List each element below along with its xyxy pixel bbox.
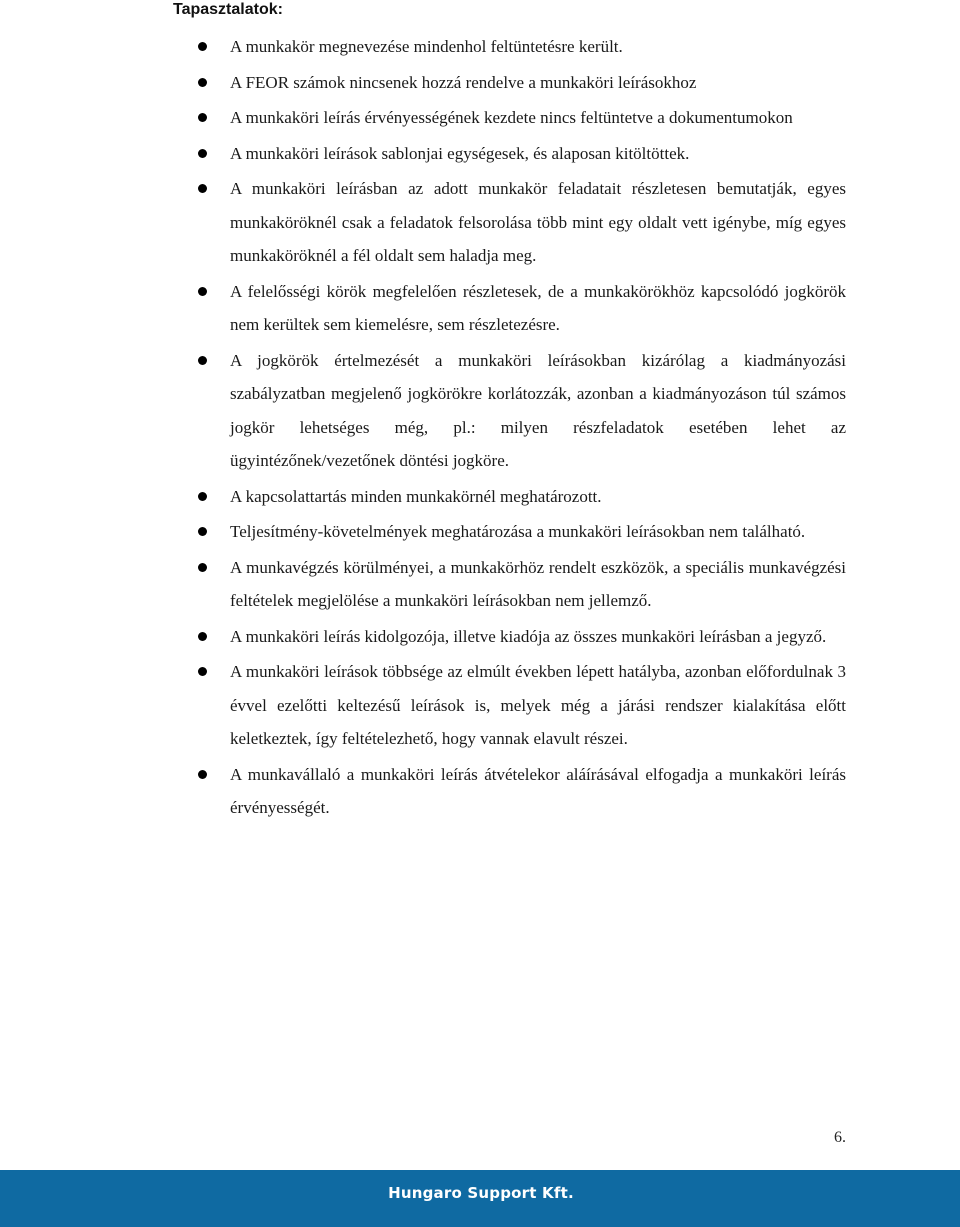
list-item — [0, 758, 846, 825]
list-item-text: A munkaköri leírás érvényességének kezdete nincs feltüntetve a dokumentumokon — [230, 108, 793, 127]
list-item — [0, 275, 846, 342]
list-item — [0, 101, 846, 135]
list-item — [0, 137, 846, 171]
bullet-icon — [198, 78, 207, 87]
bullet-icon — [198, 42, 207, 51]
section-heading: Tapasztalatok: — [173, 1, 283, 18]
footer-brand — [0, 1170, 960, 1216]
bullet-icon — [198, 287, 207, 296]
bullet-icon — [198, 563, 207, 572]
bullet-icon — [198, 667, 207, 676]
bullet-icon — [198, 184, 207, 193]
list-item — [0, 620, 846, 654]
list-item-text: A munkaköri leírás kidolgozója, illetve kiadója az összes munkaköri leírásban a jegyző. — [230, 626, 827, 646]
list-item-text: A FEOR számok nincsenek hozzá rendelve a munkaköri leírásokhoz — [230, 72, 697, 92]
bullet-icon — [198, 527, 207, 536]
bullet-icon — [198, 149, 207, 158]
list-item — [0, 480, 846, 514]
list-item — [0, 30, 846, 64]
list-item — [0, 172, 846, 273]
list-item — [0, 66, 846, 100]
bullet-icon — [198, 632, 207, 641]
list-item — [0, 515, 846, 549]
list-item-text: A munkaköri leírásban az adott munkakör feladatait részletesen bemutatják, egyes munkaköröknél csak a feladatok felsorolása több mint egy oldalt vett igénybe, míg egyes munkaköröknél a fél oldalt sem haladja meg. — [230, 179, 846, 265]
list-item-text: A munkavégzés körülményei, a munkakörhöz rendelt eszközök, a speciális munkavégzési feltételek megjelölése a munkaköri leírásokban nem jellemző. — [230, 557, 846, 610]
list-item-text: A munkavállaló a munkaköri leírás átvételekor aláírásával elfogadja a munkaköri leírás érvényességét. — [230, 764, 846, 817]
list-item-text: A munkakör megnevezése mindenhol feltüntetésre került. — [230, 37, 623, 56]
list-item — [0, 655, 846, 756]
list-item-text: A munkaköri leírások sablonjai egységesek, és alaposan kitöltöttek. — [230, 143, 690, 163]
list-item-text: A kapcsolattartás minden munkakörnél meghatározott. — [230, 486, 602, 506]
bullet-icon — [198, 113, 207, 122]
list-item — [0, 344, 846, 478]
list-item-text: A felelősségi körök megfelelően részletesek, de a munkakörökhöz kapcsolódó jogkörök nem kerültek sem kiemelésre, sem részletezésre. — [230, 281, 846, 334]
list-item-text: Teljesítmény-követelmények meghatározása a munkaköri leírásokban nem található. — [230, 522, 806, 541]
footer-brand-text: Hungaro Support Kft. — [388, 1184, 574, 1202]
page-number: 6. — [834, 1129, 846, 1146]
list-item — [0, 551, 846, 618]
bullet-icon — [198, 356, 207, 365]
findings-list — [0, 30, 960, 825]
list-item-text: A jogkörök értelmezését a munkaköri leírásokban kizárólag a kiadmányozási szabályzatban megjelenő jogkörökre korlátozzák, azonban a kiadmányozáson túl számos jogkör lehetséges még, pl.: milyen részfeladatok esetében lehet az ügyintézőnek/vezetőnek döntési jogköre. — [230, 350, 846, 470]
bullet-icon — [198, 770, 207, 779]
list-item-text: A munkaköri leírások többsége az elmúlt években lépett hatályba, azonban előfordulnak 3 évvel ezelőtti keltezésű leírások is, melyek még a járási rendszer kialakítása előtt keletkeztek, így feltételezhető, hogy vannak elavult részei. — [230, 662, 846, 748]
bullet-icon — [198, 492, 207, 501]
